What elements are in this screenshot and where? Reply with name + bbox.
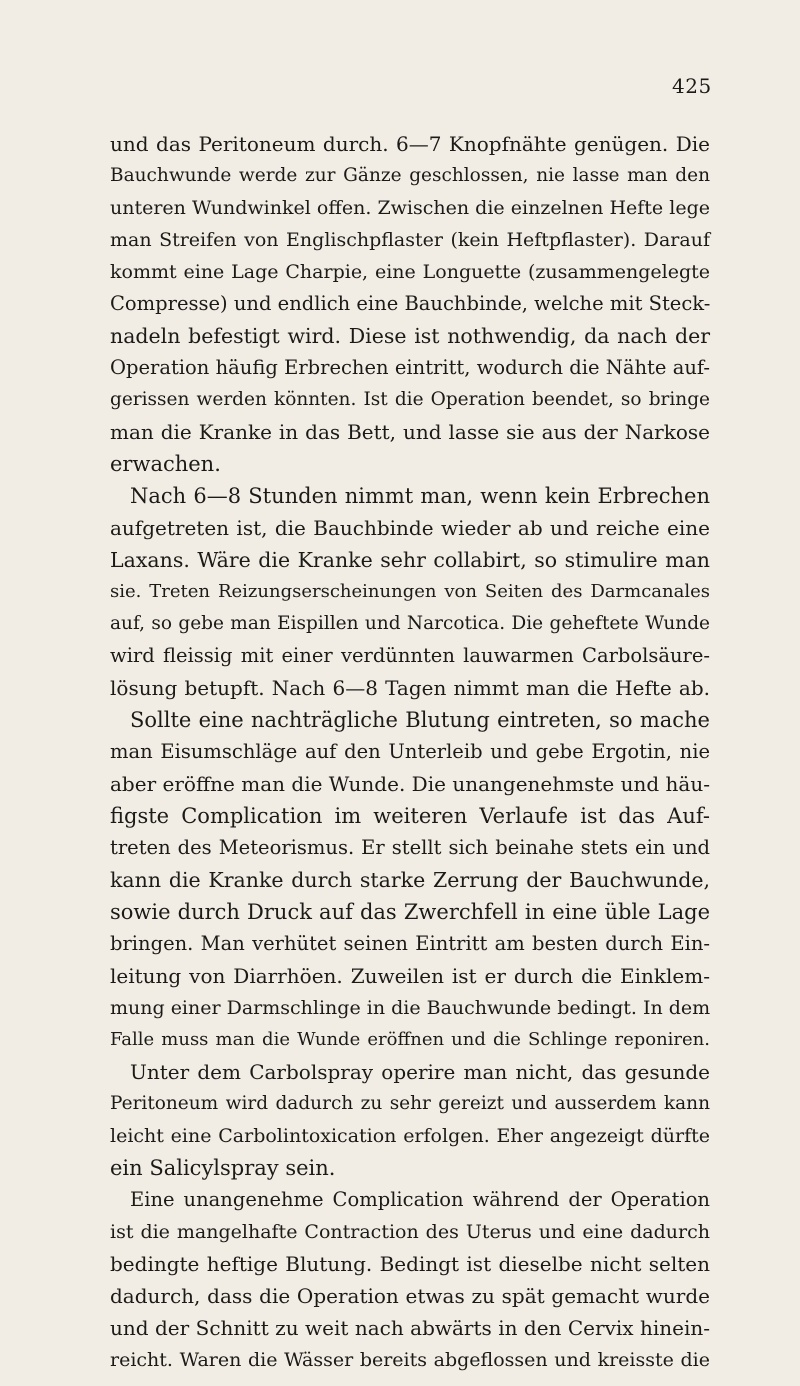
text-line: Compresse) und endlich eine Bauchbinde, welche mit Steck- (110, 292, 711, 315)
text-line: dadurch, dass die Operation etwas zu spät gemacht wurde (110, 1284, 710, 1308)
text-line: figste Complication im weiteren Verlaufe ist das Auf- (110, 804, 710, 828)
text-line: kann die Kranke durch starke Zerrung der Bauchwunde, (110, 868, 710, 892)
text-line: Laxans. Wäre die Kranke sehr collabirt, so stimulire man (110, 548, 710, 572)
text-line: erwachen. (110, 452, 221, 476)
text-line: gerissen werden könnten. Ist die Operation beendet, so bringe (110, 389, 710, 410)
text-line: sie. Treten Reizungserscheinungen von Seiten des Darmcanales (110, 581, 710, 602)
text-line: und das Peritoneum durch. 6—7 Knopfnähte genügen. Die (110, 132, 710, 156)
text-line: Peritoneum wird dadurch zu sehr gereizt und ausserdem kann (110, 1093, 710, 1114)
text-line: Operation häufig Erbrechen eintritt, wodurch die Nähte auf- (110, 356, 710, 379)
text-line: lösung betupft. Nach 6—8 Tagen nimmt man die Hefte ab. (110, 676, 710, 700)
text-line: reicht. Waren die Wässer bereits abgeflossen und kreisste die (110, 1349, 710, 1371)
text-line: Bauchwunde werde zur Gänze geschlossen, nie lasse man den (110, 165, 710, 186)
text-line: man die Kranke in das Bett, und lasse sie aus der Narkose (110, 420, 710, 444)
text-line: leicht eine Carbolintoxication erfolgen. Eher angezeigt dürfte (110, 1125, 710, 1147)
text-line: unteren Wundwinkel offen. Zwischen die einzelnen Hefte lege (110, 197, 710, 219)
text-line: Nach 6—8 Stunden nimmt man, wenn kein Erbrechen (130, 484, 710, 508)
text-line: Eine unangenehme Complication während der Operation (130, 1188, 710, 1211)
text-line: ist die mangelhafte Contraction des Uterus und eine dadurch (110, 1221, 710, 1243)
text-line: mung einer Darmschlinge in die Bauchwunde bedingt. In dem (110, 997, 711, 1019)
text-line: aber eröffne man die Wunde. Die unangenehmste und häu- (110, 772, 710, 796)
text-line: leitung von Diarrhöen. Zuweilen ist er durch die Einklem- (110, 964, 710, 988)
text-line: ein Salicylspray sein. (110, 1156, 336, 1180)
text-line: man Eisumschläge auf den Unterleib und gebe Ergotin, nie (110, 740, 710, 763)
text-line: bedingte heftige Blutung. Bedingt ist dieselbe nicht selten (110, 1252, 710, 1276)
text-line: auf, so gebe man Eispillen und Narcotica. Die geheftete Wunde (110, 613, 710, 634)
page-number: 425 (672, 74, 712, 98)
text-line: bringen. Man verhütet seinen Eintritt am besten durch Ein- (110, 932, 710, 955)
text-line: Sollte eine nachträgliche Blutung eintreten, so mache (130, 708, 710, 732)
text-line: sowie durch Druck auf das Zwerchfell in eine üble Lage (110, 900, 710, 924)
text-line: wird fleissig mit einer verdünnten lauwarmen Carbolsäure- (110, 644, 710, 667)
text-line: aufgetreten ist, die Bauchbinde wieder ab und reiche eine (110, 516, 710, 540)
text-line: nadeln befestigt wird. Diese ist nothwendig, da nach der (110, 324, 710, 348)
text-line: kommt eine Lage Charpie, eine Longuette (zusammengelegte (110, 261, 710, 283)
text-line: man Streifen von Englischpflaster (kein Heftpflaster). Darauf (110, 229, 710, 251)
text-line: Falle muss man die Wunde eröffnen und die Schlinge reponiren. (110, 1029, 710, 1050)
text-line: und der Schnitt zu weit nach abwärts in den Cervix hinein- (110, 1316, 710, 1340)
text-line: treten des Meteorismus. Er stellt sich beinahe stets ein und (110, 836, 710, 859)
text-line: Unter dem Carbolspray operire man nicht, das gesunde (130, 1060, 710, 1084)
